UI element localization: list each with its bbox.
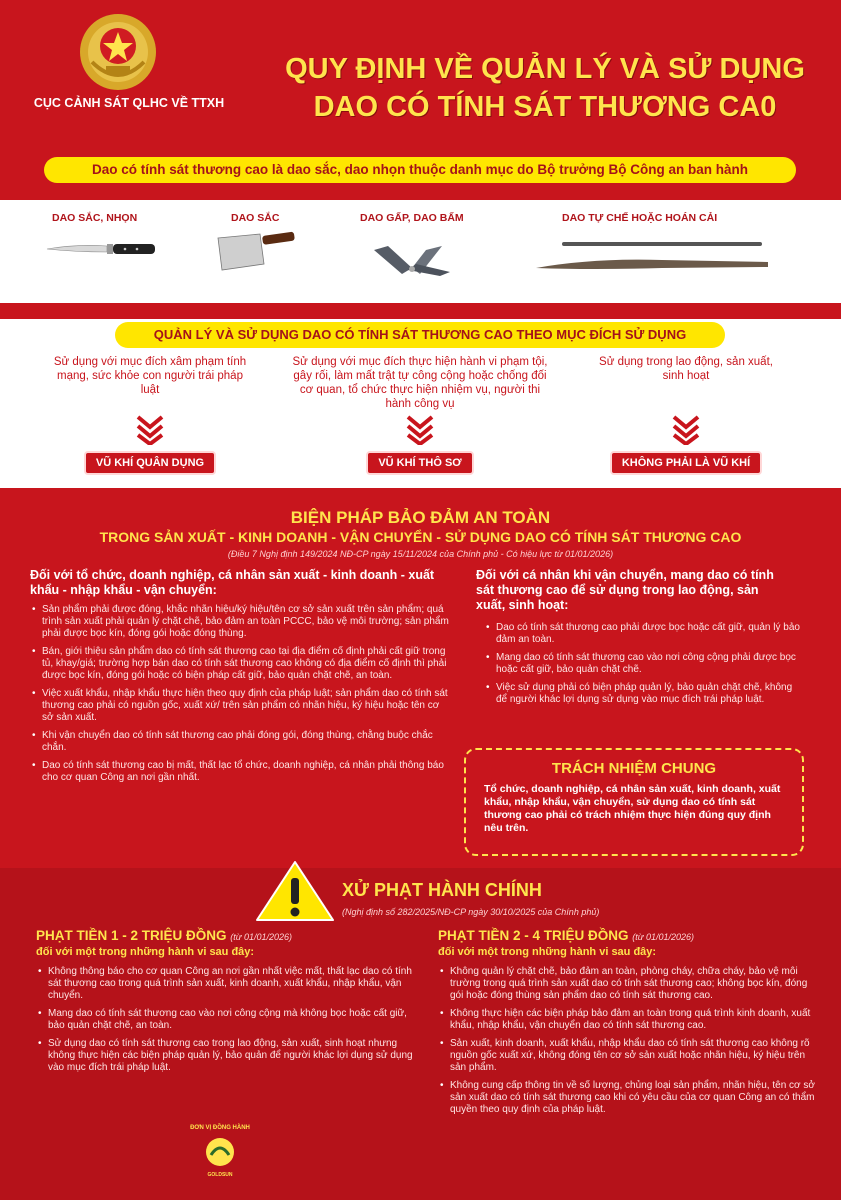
list-item: • Việc xuất khẩu, nhập khẩu thực hiện theo quy định của pháp luật; sản phẩm dao có tính sát thương cao phải có nguồn gốc, xuất xứ/ trên sản phẩm có nhãn hiệu, ký hiệu hoặc tên cơ sở sản xuất. [30,688,450,724]
chevron-down-icon [136,415,164,445]
safety-left-list [30,604,450,790]
list-item: • Không cung cấp thông tin về số lượng, chủng loại sản phẩm, nhãn hiệu, tên cơ sở sản xuất dao có tính sát thương cao khi có yêu cầu của cơ quan Công an có thẩm quyền theo quy định của pháp luật. [438,1080,818,1116]
chevron-down-icon [672,415,700,445]
list-item: • Sử dụng dao có tính sát thương cao trong lao động, sản xuất, sinh hoạt nhưng không thực hiện các biện pháp quản lý, bảo quản để người khác lợi dụng sử dụng vào mục đích trái pháp luật. [36,1038,416,1074]
page-title [250,50,840,126]
fine-1-list [36,966,416,1080]
knife-types [0,200,841,303]
police-emblem-icon [78,12,158,92]
purpose-text: Sử dụng với mục đích xâm phạm tính mạng, sức khỏe con người trái pháp luật [53,356,247,396]
fine-2-list [438,966,818,1122]
chevron-down-icon [406,415,434,445]
safety-right-heading: Đối với cá nhân khi vận chuyển, mang dao có tính sát thương cao để sử dụng trong lao động, sản xuất, sinh hoạt: [476,568,774,612]
purpose-column-1 [20,355,280,475]
list-item: • Dao có tính sát thương cao phải được bọc hoặc cất giữ, quản lý bảo đảm an toàn. [484,622,804,646]
cleaver-icon [216,230,298,272]
knife-label-sharp: DAO SẮC [231,212,280,224]
purpose-column-2 [290,355,550,475]
safety-right-list [484,622,804,712]
warning-icon [255,860,335,922]
partner-logo-text: GOLDSUN [207,1172,233,1178]
fine-2-effective: (từ 01/01/2026) [632,932,695,942]
list-item: • Không quản lý chặt chẽ, bảo đảm an toàn, phòng cháy, chữa cháy, bảo vệ môi trường trong quá trình sản xuất dao có tính sát thương cao; không bọc kín, đóng gói hoặc đóng thùng sản phẩm dao có tính sát thương cao. [438,966,818,1002]
list-item: • Không thông báo cho cơ quan Công an nơi gần nhất việc mất, thất lạc dao có tính sát thương cao trong quá trình sản xuất, kinh doanh, xuất khẩu, nhập khẩu, vận chuyển. [36,966,416,1002]
responsibility-box [464,748,804,856]
boning-knife-icon [45,238,160,258]
safety-title: BIỆN PHÁP BẢO ĐẢM AN TOÀN [290,508,551,527]
list-item: • Không thực hiện các biện pháp bảo đảm an toàn trong quá trình kinh doanh, xuất khẩu, nhập khẩu, vận chuyển dao có tính sát thương cao. [438,1008,818,1032]
purpose-title: QUẢN LÝ VÀ SỬ DỤNG DAO CÓ TÍNH SÁT THƯƠNG CAO THEO MỤC ĐÍCH SỬ DỤNG [115,322,725,348]
list-item: • Mang dao có tính sát thương cao vào nơi công cộng mà không bọc hoặc cất giữ, bảo quản chặt chẽ, an toàn. [36,1008,416,1032]
title-line-2: DAO CÓ TÍNH SÁT THƯƠNG CA0 [313,91,777,123]
list-item: • Sản xuất, kinh doanh, xuất khẩu, nhập khẩu dao có tính sát thương cao không rõ nguồn gốc xuất xứ, không đóng tên cơ sở sản xuất hoặc nhãn hiệu, ký hiệu trên sản phẩm. [438,1038,818,1074]
fine-2-subheading: đối với một trong những hành vi sau đây: [438,946,657,958]
goldsun-logo-icon [205,1137,235,1167]
purpose-column-3 [556,355,816,475]
list-item: • Dao có tính sát thương cao bị mất, thất lạc tổ chức, doanh nghiệp, cá nhân phải thông báo cho cơ quan Công an nơi gần nhất. [30,760,450,784]
list-item: • Việc sử dụng phải có biện pháp quản lý, bảo quản chặt chẽ, không để người khác lợi dụng sử dụng vào mục đích trái pháp luật. [484,682,804,706]
result-badge: KHÔNG PHẢI LÀ VŨ KHÍ [610,451,762,475]
fine-2-amount: PHẠT TIỀN 2 - 4 TRIỆU ĐỒNG [438,928,629,943]
definition-banner: Dao có tính sát thương cao là dao sắc, dao nhọn thuộc danh mục do Bộ trưởng Bộ Công an ban hành [44,157,796,183]
purpose-divider [0,303,841,319]
purpose-text: Sử dụng trong lao động, sản xuất, sinh hoạt [599,356,773,382]
list-item: • Sản phẩm phải được đóng, khắc nhãn hiệu/ký hiệu/tên cơ sở sản xuất trên sản phẩm; quá trình sản xuất phải quản lý chặt chẽ, bảo đảm an toàn PCCC, bảo vệ môi trường; sản phẩm phải được bọc kín, đóng gói hoặc đóng thùng. [30,604,450,640]
purpose-section [0,303,841,488]
knife-label-folding: DAO GẤP, DAO BẤM [360,212,464,224]
partner [185,1125,255,1178]
safety-left-heading: Đối với tổ chức, doanh nghiệp, cá nhân sản xuất - kinh doanh - xuất khẩu - nhập khẩu - vận chuyển: [30,568,435,597]
result-badge: VŨ KHÍ THÔ SƠ [366,451,473,475]
penalty-reference: (Nghị định số 282/2025/NĐ-CP ngày 30/10/2025 của Chính phủ) [342,907,600,917]
fine-1-effective: (từ 01/01/2026) [230,932,293,942]
fine-1-subheading: đối với một trong những hành vi sau đây: [36,946,255,958]
result-badge: VŨ KHÍ QUÂN DỤNG [84,451,216,475]
list-item: • Mang dao có tính sát thương cao vào nơi công cộng phải được bọc hoặc cất giữ, bảo quản chặt chẽ. [484,652,804,676]
penalty-title: XỬ PHẠT HÀNH CHÍNH [342,880,542,900]
agency-name: CỤC CẢNH SÁT QLHC VỀ TTXH [33,96,225,110]
header [0,0,841,200]
list-item: • Bán, giới thiệu sản phẩm dao có tính sát thương cao tại địa điểm cố định phải cất giữ trong tủ, khay/giá; trường hợp bán dao có tính sát thương cao không có địa điểm cố định thì phải được bọc kín, đóng gói hoặc có biện pháp cất giữ, bảo quản chặt chẽ, an toàn. [30,646,450,682]
fine-1-amount: PHẠT TIỀN 1 - 2 TRIỆU ĐỒNG [36,928,227,943]
partner-label: ĐƠN VỊ ĐỒNG HÀNH [190,1125,250,1131]
fine-1-heading [36,928,292,943]
knife-label-sharp-pointed: DAO SẮC, NHỌN [52,212,138,224]
safety-subtitle: TRONG SẢN XUẤT - KINH DOANH - VẬN CHUYỂN - SỬ DỤNG DAO CÓ TÍNH SÁT THƯƠNG CAO [99,529,742,545]
list-item: • Khi vận chuyển dao có tính sát thương cao phải đóng gói, đóng thùng, chằng buộc chắc chắn. [30,730,450,754]
folding-knife-icon [368,242,456,282]
responsibility-title: TRÁCH NHIỆM CHUNG [551,760,717,777]
homemade-knife-icon [532,238,772,278]
title-line-1: QUY ĐỊNH VỀ QUẢN LÝ VÀ SỬ DỤNG [285,53,805,85]
knife-label-homemade: DAO TỰ CHẾ HOẶC HOÁN CẢI [562,212,718,224]
responsibility-text: Tổ chức, doanh nghiệp, cá nhân sản xuất, kinh doanh, xuất khẩu, nhập khẩu, vận chuyển, sử dụng dao có tính sát thương cao phải có trách nhiệm thực hiện đúng quy định nêu trên. [484,783,781,834]
purpose-text: Sử dụng với mục đích thực hiện hành vi phạm tội, gây rối, làm mất trật tự công cộng hoặc chống đối cơ quan, tổ chức thực hiện nhiệm vụ, người thi hành công vụ [292,356,548,410]
safety-reference: (Điều 7 Nghị định 149/2024 NĐ-CP ngày 15/11/2024 của Chính phủ - Có hiệu lực từ 01/01/2026) [227,549,614,559]
fine-2-heading [438,928,694,943]
